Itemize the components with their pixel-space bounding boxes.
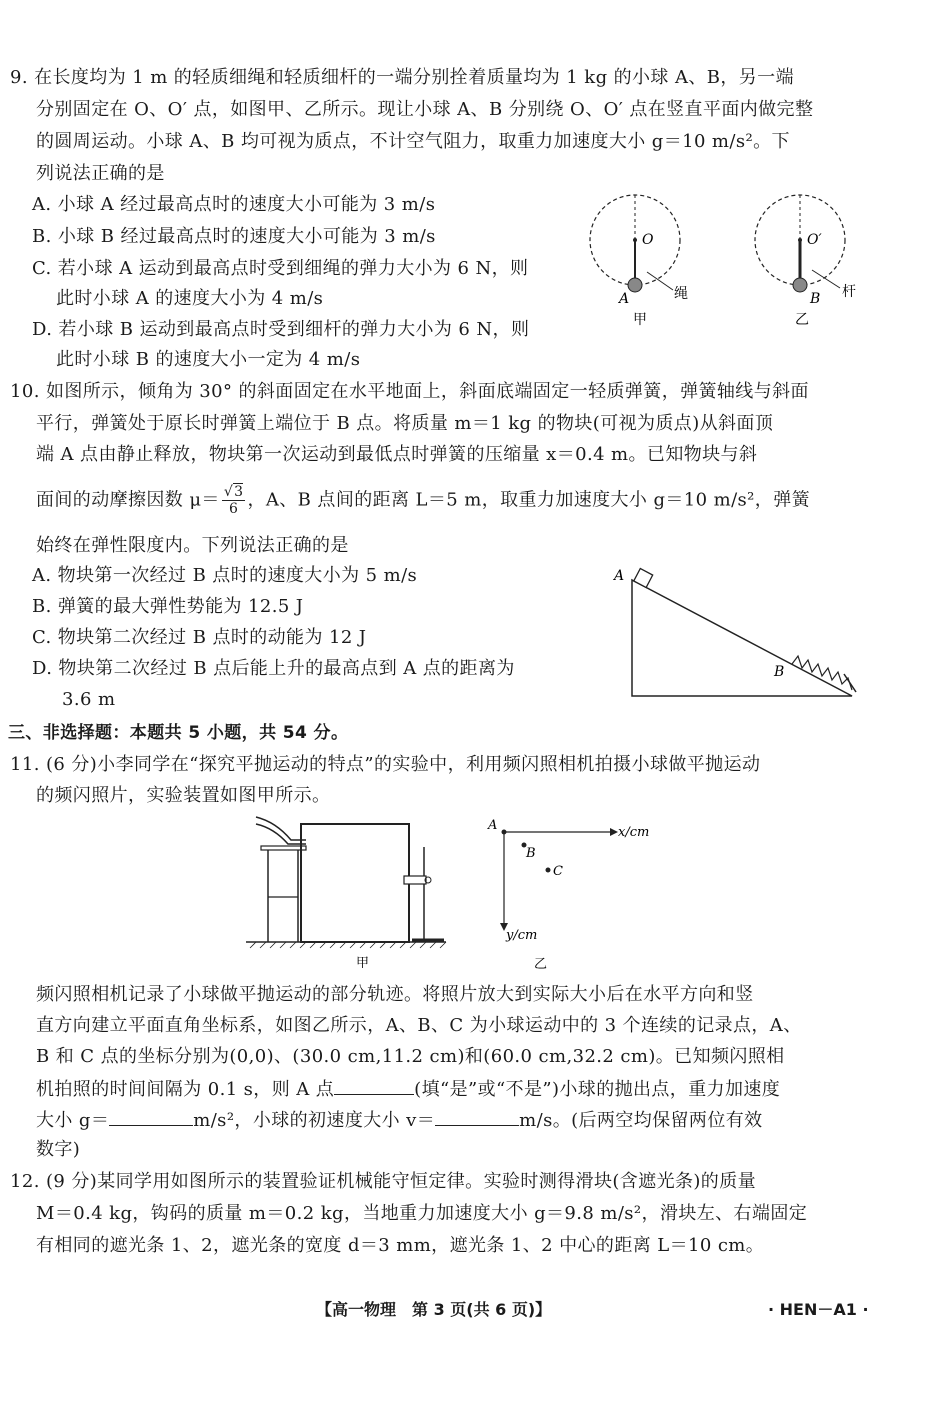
q11-figure-coordinates bbox=[484, 815, 664, 975]
ball-b bbox=[793, 278, 807, 292]
label-a: A bbox=[488, 818, 498, 833]
section-3-heading: 三、非选择题：本题共 5 小题，共 54 分。 bbox=[8, 723, 349, 743]
q9-figure-rod bbox=[750, 190, 870, 330]
label-o-prime: O′ bbox=[807, 232, 822, 248]
page-footer-title: 【高一物理 第 3 页(共 6 页)】 bbox=[316, 1300, 552, 1319]
q10-text-line-1: 10. 如图所示，倾角为 30° 的斜面固定在水平地面上，斜面底端固定一轻质弹簧，弹簧轴线与斜面 bbox=[10, 381, 809, 402]
incline-triangle bbox=[632, 580, 852, 696]
q9-text-line-1: 9. 在长度均为 1 m 的轻质细绳和轻质细杆的一端分别拴着质量均为 1 kg 的小球 A、B，另一端 bbox=[10, 67, 794, 88]
q10-text-line-3: 端 A 点由静止释放，物块第一次运动到最低点时弹簧的压缩量 x＝0.4 m。已知物块与斜 bbox=[36, 444, 758, 465]
q9-option-c-line-1: C. 若小球 A 运动到最高点时受到细绳的弹力大小为 6 N，则 bbox=[32, 258, 529, 279]
label-o: O bbox=[642, 232, 654, 248]
q10-figure-incline bbox=[612, 562, 862, 700]
q10-option-c: C. 物块第二次经过 B 点时的动能为 12 J bbox=[32, 627, 367, 648]
q11-text-line-8: 数字) bbox=[36, 1139, 81, 1160]
q11-text-line-3: 频闪照相机记录了小球做平抛运动的部分轨迹。将照片放大到实际大小后在水平方向和竖 bbox=[36, 984, 754, 1005]
label-a: A bbox=[614, 568, 625, 584]
q10-option-b: B. 弹簧的最大弹性势能为 12.5 J bbox=[32, 596, 304, 617]
spring bbox=[792, 656, 856, 692]
q11-line-7-mid: m/s²，小球的初速度大小 v＝ bbox=[193, 1110, 436, 1131]
label-jia: 甲 bbox=[633, 312, 647, 328]
q11-text-line-6 bbox=[36, 1076, 780, 1102]
rope-label-leader bbox=[647, 272, 673, 290]
q11-text-line-7 bbox=[36, 1107, 763, 1133]
rod-label-leader bbox=[812, 270, 840, 288]
ball-a bbox=[628, 278, 642, 292]
label-yi: 乙 bbox=[534, 957, 548, 972]
q11-figure-apparatus bbox=[246, 812, 456, 968]
mu-fraction: $\frac{√3}{6}$ bbox=[223, 484, 244, 517]
q9-option-a: A. 小球 A 经过最高点时的速度大小可能为 3 m/s bbox=[32, 194, 436, 215]
chute-lower bbox=[256, 824, 306, 844]
board bbox=[301, 824, 409, 942]
point-a bbox=[502, 830, 507, 835]
page-footer-code: · HEN－A1 · bbox=[768, 1300, 869, 1319]
label-yi: 乙 bbox=[795, 312, 809, 328]
q9-text-line-3: 的圆周运动。小球 A、B 均可视为质点，不计空气阻力，取重力加速度大小 g＝10 m/s²。下 bbox=[36, 131, 790, 152]
mu-numerator: 3 bbox=[234, 484, 244, 500]
label-b: B bbox=[810, 291, 821, 307]
q12-text-line-3: 有相同的遮光条 1、2，遮光条的宽度 d＝3 mm，遮光条 1、2 中心的距离 L＝10 cm。 bbox=[36, 1235, 765, 1256]
clamp bbox=[404, 876, 426, 884]
q9-option-d-line-2: 此时小球 B 的速度大小一定为 4 m/s bbox=[56, 349, 361, 370]
q12-text-line-1: 12. (9 分)某同学用如图所示的装置验证机械能守恒定律。实验时测得滑块(含遮光条)的质量 bbox=[10, 1171, 757, 1192]
label-b: B bbox=[774, 664, 785, 680]
q10-text-line-5: 始终在弹性限度内。下列说法正确的是 bbox=[36, 535, 349, 556]
label-b: B bbox=[526, 846, 536, 861]
mu-denominator: 6 bbox=[228, 501, 239, 517]
q9-figure-rope bbox=[585, 190, 700, 330]
q12-text-line-2: M＝0.4 kg，钩码的质量 m＝0.2 kg，当地重力加速度大小 g＝9.8 m/s²，滑块左、右端固定 bbox=[36, 1203, 808, 1224]
q11-line-6-start: 机拍照的时间间隔为 0.1 s，则 A 点 bbox=[36, 1079, 335, 1100]
q11-text-line-5: B 和 C 点的坐标分别为(0,0)、(30.0 cm,11.2 cm)和(60.0 cm,32.2 cm)。已知频闪照相 bbox=[36, 1046, 785, 1067]
q11-line-7-start: 大小 g＝ bbox=[36, 1110, 110, 1131]
answer-blank-2[interactable] bbox=[109, 1107, 193, 1126]
answer-blank-3[interactable] bbox=[435, 1107, 519, 1126]
q9-text-line-4: 列说法正确的是 bbox=[36, 163, 165, 184]
answer-blank-1[interactable] bbox=[334, 1076, 414, 1095]
label-rod: 杆 bbox=[842, 284, 856, 300]
label-rope: 绳 bbox=[674, 286, 688, 302]
label-c: C bbox=[553, 864, 563, 879]
q11-line-7-end: m/s。(后两空均保留两位有效 bbox=[519, 1110, 763, 1131]
q10-text-line-4 bbox=[36, 484, 810, 517]
q11-text-line-2: 的频闪照片，实验装置如图甲所示。 bbox=[36, 785, 331, 806]
label-jia: 甲 bbox=[356, 956, 370, 968]
q9-option-b: B. 小球 B 经过最高点时的速度大小可能为 3 m/s bbox=[32, 226, 436, 247]
q10-text-line-2: 平行，弹簧处于原长时弹簧上端位于 B 点。将质量 m＝1 kg 的物块(可视为质点)从斜面顶 bbox=[36, 413, 774, 434]
q10-line-4-start: 面间的动摩擦因数 μ＝ bbox=[36, 489, 220, 511]
x-axis-arrow bbox=[610, 828, 618, 836]
y-axis-label: y/cm bbox=[506, 928, 538, 943]
q11-line-6-end: (填“是”或“不是”)小球的抛出点，重力加速度 bbox=[414, 1079, 781, 1100]
q9-option-d-line-1: D. 若小球 B 运动到最高点时受到细杆的弹力大小为 6 N，则 bbox=[32, 319, 530, 340]
q9-text-line-2: 分别固定在 O、O′ 点，如图甲、乙所示。现让小球 A、B 分别绕 O、O′ 点在竖直平面内做完整 bbox=[36, 99, 814, 120]
q11-text-line-1: 11. (6 分)小李同学在“探究平抛运动的特点”的实验中，利用频闪照相机拍摄小球做平抛运动 bbox=[10, 754, 761, 775]
point-c bbox=[546, 868, 551, 873]
q10-option-d-line-1: D. 物块第二次经过 B 点后能上升的最高点到 A 点的距离为 bbox=[32, 658, 515, 679]
table-top bbox=[261, 846, 306, 850]
label-a: A bbox=[619, 291, 630, 307]
q10-line-4-end: ，A、B 点间的距离 L＝5 m，取重力加速度大小 g＝10 m/s²，弹簧 bbox=[247, 489, 810, 511]
q10-option-a: A. 物块第一次经过 B 点时的速度大小为 5 m/s bbox=[32, 565, 418, 586]
q9-option-c-line-2: 此时小球 A 的速度大小为 4 m/s bbox=[56, 288, 324, 309]
q11-text-line-4: 直方向建立平面直角坐标系，如图乙所示，A、B、C 为小球运动中的 3 个连续的记录点，A、 bbox=[36, 1015, 802, 1036]
block-a bbox=[634, 569, 653, 588]
x-axis-label: x/cm bbox=[618, 825, 650, 840]
q10-option-d-line-2: 3.6 m bbox=[62, 689, 116, 710]
